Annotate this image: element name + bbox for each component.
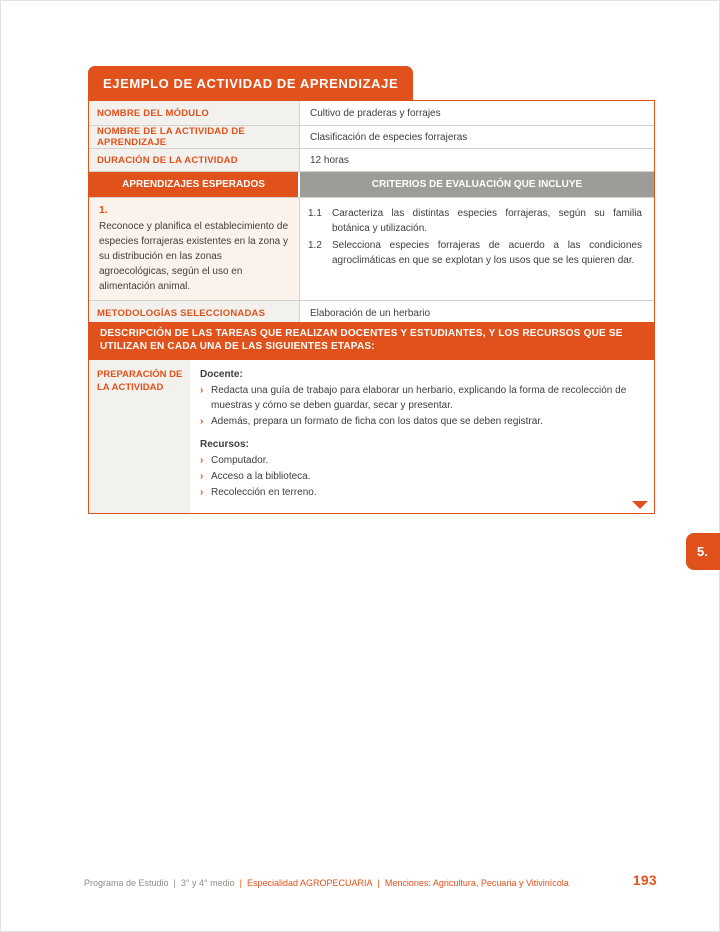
learning-number: 1. [99, 204, 108, 216]
footer-separator: | [377, 878, 380, 888]
docente-item: Redacta una guía de trabajo para elaborar un herbario, explicando la forma de recolección de muestras y cómo se deben guardar, secar y presentar. [211, 385, 627, 411]
recursos-item: Computador. [211, 455, 269, 466]
table-header-row [89, 172, 654, 198]
description-banner: DESCRIPCIÓN DE LAS TAREAS QUE REALIZAN DOCENTES Y ESTUDIANTES, Y LOS RECURSOS QUE SE UTILIZAN EN CADA UNA DE LAS SIGUIENTES ETAPAS: [88, 322, 655, 359]
table-row [89, 149, 654, 172]
activity-table [88, 100, 655, 327]
recursos-item: Recolección en terreno. [211, 487, 317, 498]
table-row [89, 101, 654, 126]
criteria-text: Caracteriza las distintas especies forrajeras, según su familia botánica y utilización. [332, 208, 642, 234]
row-value-duracion: 12 horas [310, 154, 349, 166]
bullet-icon: › [200, 385, 204, 396]
criteria-text: Selecciona especies forrajeras de acuerdo a las condiciones agroclimáticas en que se explotan y los usos que se les quieren dar. [332, 240, 642, 266]
criteria-item [308, 238, 646, 268]
footer-separator: | [239, 878, 242, 888]
footer-grade: 3° y 4° medio [180, 878, 235, 888]
learning-header: APRENDIZAJES ESPERADOS [89, 172, 300, 197]
criteria-item [308, 206, 646, 236]
continuation-arrow-icon [632, 501, 648, 509]
recursos-item: Acceso a la biblioteca. [211, 471, 311, 482]
page-title: EJEMPLO DE ACTIVIDAD DE APRENDIZAJE [88, 66, 413, 101]
list-item [200, 383, 640, 413]
footer-program: Programa de Estudio [84, 878, 169, 888]
row-label-duracion: DURACIÓN DE LA ACTIVIDAD [89, 149, 300, 171]
learning-cell [89, 198, 300, 300]
recursos-title: Recursos: [200, 439, 249, 450]
row-value-actividad: Clasificación de especies forrajeras [310, 131, 468, 143]
row-value-metodologias: Elaboración de un herbario [310, 308, 431, 319]
row-label-modulo: NOMBRE DEL MÓDULO [89, 101, 300, 125]
criteria-header: CRITERIOS DE EVALUACIÓN QUE INCLUYE [300, 172, 654, 197]
bullet-icon: › [200, 455, 204, 466]
table-row [89, 126, 654, 149]
docente-title: Docente: [200, 369, 243, 380]
list-item [200, 453, 640, 468]
bullet-icon: › [200, 487, 204, 498]
row-label-metodologias: METODOLOGÍAS SELECCIONADAS [89, 301, 300, 326]
learning-criteria-row [89, 198, 654, 301]
criteria-cell [300, 198, 654, 300]
footer-separator: | [173, 878, 176, 888]
docente-item: Además, prepara un formato de ficha con los datos que se deben registrar. [211, 416, 543, 427]
criteria-number: 1.2 [308, 240, 322, 251]
bullet-icon: › [200, 471, 204, 482]
list-item [200, 485, 640, 500]
preparation-label: PREPARACIÓN DE LA ACTIVIDAD [89, 360, 190, 513]
footer-mentions: Menciones: Agricultura, Pecuaria y Vitivinícola [384, 878, 569, 888]
footer [84, 878, 624, 888]
row-value-modulo: Cultivo de praderas y forrajes [310, 107, 441, 119]
bullet-icon: › [200, 416, 204, 427]
list-item [200, 414, 640, 429]
learning-text: Reconoce y planifica el establecimiento de especies forrajeras existentes en la zona y su distribución en las zonas agroecológicas, según el uso en alimentación animal. [99, 221, 288, 292]
preparation-content [190, 360, 654, 513]
list-item [200, 469, 640, 484]
criteria-number: 1.1 [308, 208, 322, 219]
row-label-actividad: NOMBRE DE LA ACTIVIDAD DE APRENDIZAJE [89, 126, 300, 148]
page-number: 193 [633, 873, 658, 888]
preparation-section [88, 359, 655, 514]
chapter-tab: 5. [686, 533, 720, 570]
footer-specialty: Especialidad AGROPECUARIA [246, 878, 373, 888]
